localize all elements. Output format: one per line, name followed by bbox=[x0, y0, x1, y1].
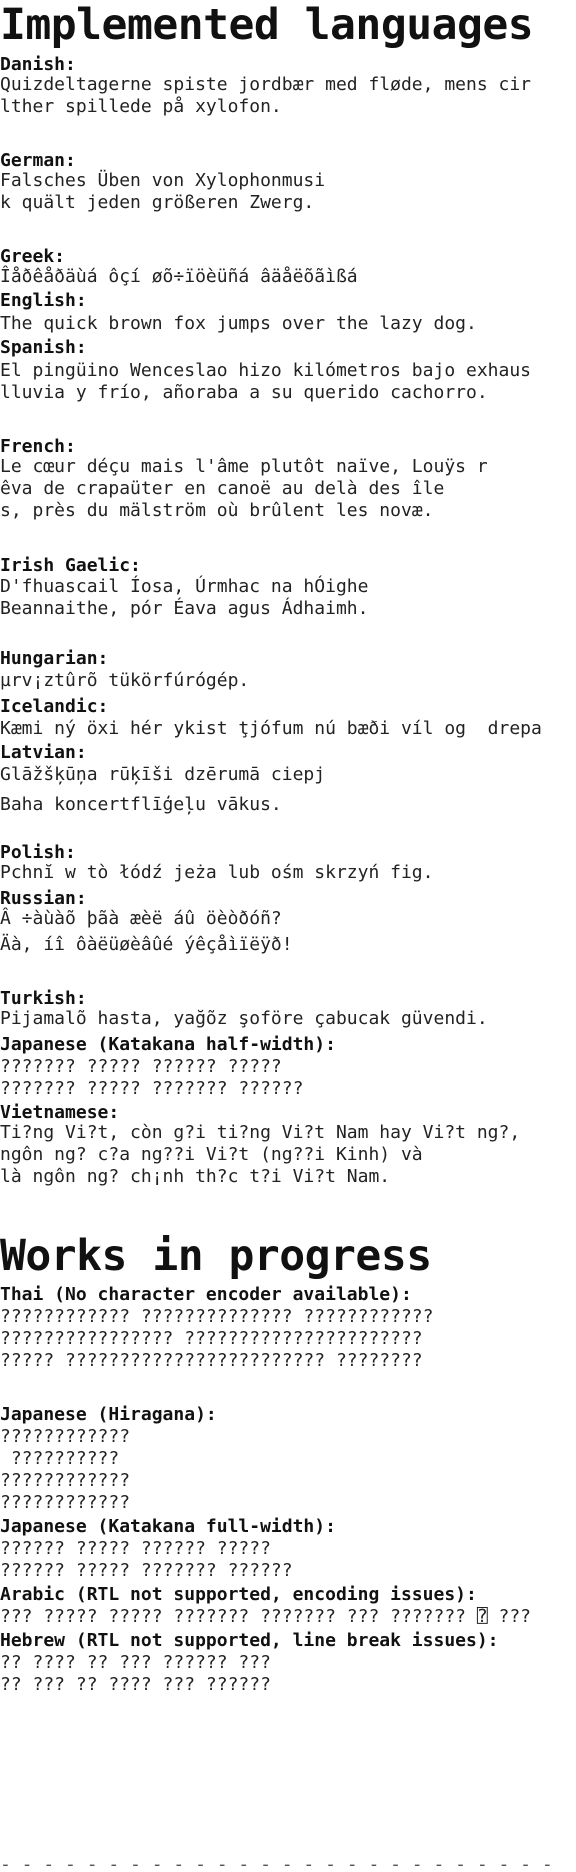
vietnamese-label: Vietnamese: bbox=[0, 1102, 120, 1123]
french-line-3: s, près du mälström où brûlent les novæ. bbox=[0, 500, 434, 521]
katakana-full-line-2: ?????? ????? ??????? ?????? bbox=[0, 1560, 293, 1581]
danish-line-2: lther spillede på xylofon. bbox=[0, 96, 282, 117]
french-label: French: bbox=[0, 436, 76, 457]
icelandic-line-1: Kæmi ný öxi hér ykist ţjófum nú bæði víl og drepa bbox=[0, 718, 542, 739]
katakana-full-line-1: ?????? ????? ?????? ????? bbox=[0, 1538, 271, 1559]
polish-label: Polish: bbox=[0, 842, 76, 863]
hiragana-line-1: ???????????? bbox=[0, 1426, 131, 1447]
english-line-1: The quick brown fox jumps over the lazy dog. bbox=[0, 313, 477, 334]
spanish-label: Spanish: bbox=[0, 337, 87, 358]
thai-line-2: ???????????????? ?????????????????????? bbox=[0, 1328, 423, 1349]
irish-label: Irish Gaelic: bbox=[0, 555, 141, 576]
hungarian-label: Hungarian: bbox=[0, 648, 109, 669]
french-line-1: Le cœur déçu mais l'âme plutôt naïve, Louÿs r bbox=[0, 456, 488, 477]
arabic-line-1: ??? ????? ????? ??????? ??????? ??? ??????? ⍰ ??? bbox=[0, 1606, 532, 1627]
russian-label: Russian: bbox=[0, 888, 87, 909]
irish-line-1: D'fhuascail Íosa, Úrmhac na hÓighe bbox=[0, 576, 369, 597]
hungarian-line-1: µrv¡ztûrõ tükörfúrógép. bbox=[0, 670, 250, 691]
hiragana-line-4: ???????????? bbox=[0, 1492, 131, 1513]
german-label: German: bbox=[0, 150, 76, 171]
thai-line-1: ???????????? ?????????????? ???????????? bbox=[0, 1306, 434, 1327]
danish-line-1: Quizdeltagerne spiste jordbær med fløde, mens cir bbox=[0, 74, 532, 95]
hebrew-line-1: ?? ???? ?? ??? ?????? ??? bbox=[0, 1652, 271, 1673]
hiragana-line-2: ?????????? bbox=[0, 1448, 120, 1469]
katakana-full-label: Japanese (Katakana full-width): bbox=[0, 1516, 336, 1537]
german-line-1: Falsches Üben von Xylophonmusi bbox=[0, 170, 326, 191]
spanish-line-2: lluvia y frío, añoraba a su querido cachorro. bbox=[0, 382, 488, 403]
thai-label: Thai (No character encoder available): bbox=[0, 1284, 412, 1305]
russian-line-2: Äà, íî ôàëüøèâûé ýêçåìïëÿð! bbox=[0, 934, 293, 955]
hiragana-line-3: ???????????? bbox=[0, 1470, 131, 1491]
katakana-half-line-1: ??????? ????? ?????? ????? bbox=[0, 1056, 282, 1077]
wip-heading: Works in progress bbox=[0, 1231, 432, 1281]
arabic-label: Arabic (RTL not supported, encoding issues): bbox=[0, 1584, 477, 1605]
russian-line-1: Â ÷àùàõ þãà æèë áû öèòðóñ? bbox=[0, 908, 282, 929]
vietnamese-line-1: Ti?ng Vi?t, còn g?i ti?ng Vi?t Nam hay Vi?t ng?, bbox=[0, 1122, 521, 1143]
vietnamese-line-2: ngôn ng? c?a ng??i Vi?t (ng??i Kinh) và bbox=[0, 1144, 423, 1165]
hiragana-label: Japanese (Hiragana): bbox=[0, 1404, 217, 1425]
katakana-half-label: Japanese (Katakana half-width): bbox=[0, 1034, 336, 1055]
greek-label: Greek: bbox=[0, 246, 66, 267]
vietnamese-line-3: là ngôn ng? ch¡nh th?c t?i Vi?t Nam. bbox=[0, 1166, 391, 1187]
hebrew-label: Hebrew (RTL not supported, line break issues): bbox=[0, 1630, 499, 1651]
latvian-label: Latvian: bbox=[0, 742, 87, 763]
tear-off-separator: - - - - - - - - - - - - - - - - - - - - - - - - - - bbox=[0, 1854, 553, 1872]
spanish-line-1: El pingüino Wenceslao hizo kilómetros bajo exhaus bbox=[0, 360, 532, 381]
icelandic-label: Icelandic: bbox=[0, 696, 109, 717]
french-line-2: êva de crapaüter en canoë au delà des île bbox=[0, 478, 445, 499]
hebrew-line-2: ?? ??? ?? ???? ??? ?????? bbox=[0, 1674, 271, 1695]
irish-line-2: Beannaithe, pór Éava agus Ádhaimh. bbox=[0, 598, 369, 619]
latvian-line-1: Glāžšķūņa rūķīši dzērumā ciepj bbox=[0, 764, 326, 785]
thai-line-3: ????? ???????????????????????? ???????? bbox=[0, 1350, 423, 1371]
implemented-heading: Implemented languages bbox=[0, 0, 534, 50]
katakana-half-line-2: ??????? ????? ??????? ?????? bbox=[0, 1078, 304, 1099]
latvian-line-2: Baha koncertflīģeļu vākus. bbox=[0, 794, 282, 815]
greek-line-1: Îåðêåðäùá ôçí øõ÷ïöèüñá âäåëõãìßá bbox=[0, 266, 358, 287]
english-label: English: bbox=[0, 290, 87, 311]
german-line-2: k quält jeden größeren Zwerg. bbox=[0, 192, 315, 213]
polish-line-1: Pchnĭ w tò łódź jeża lub ośm skrzyń fig. bbox=[0, 862, 434, 883]
turkish-line-1: Pijamalõ hasta, yağõz şoföre çabucak güvendi. bbox=[0, 1008, 488, 1029]
danish-label: Danish: bbox=[0, 54, 76, 75]
turkish-label: Turkish: bbox=[0, 988, 87, 1009]
